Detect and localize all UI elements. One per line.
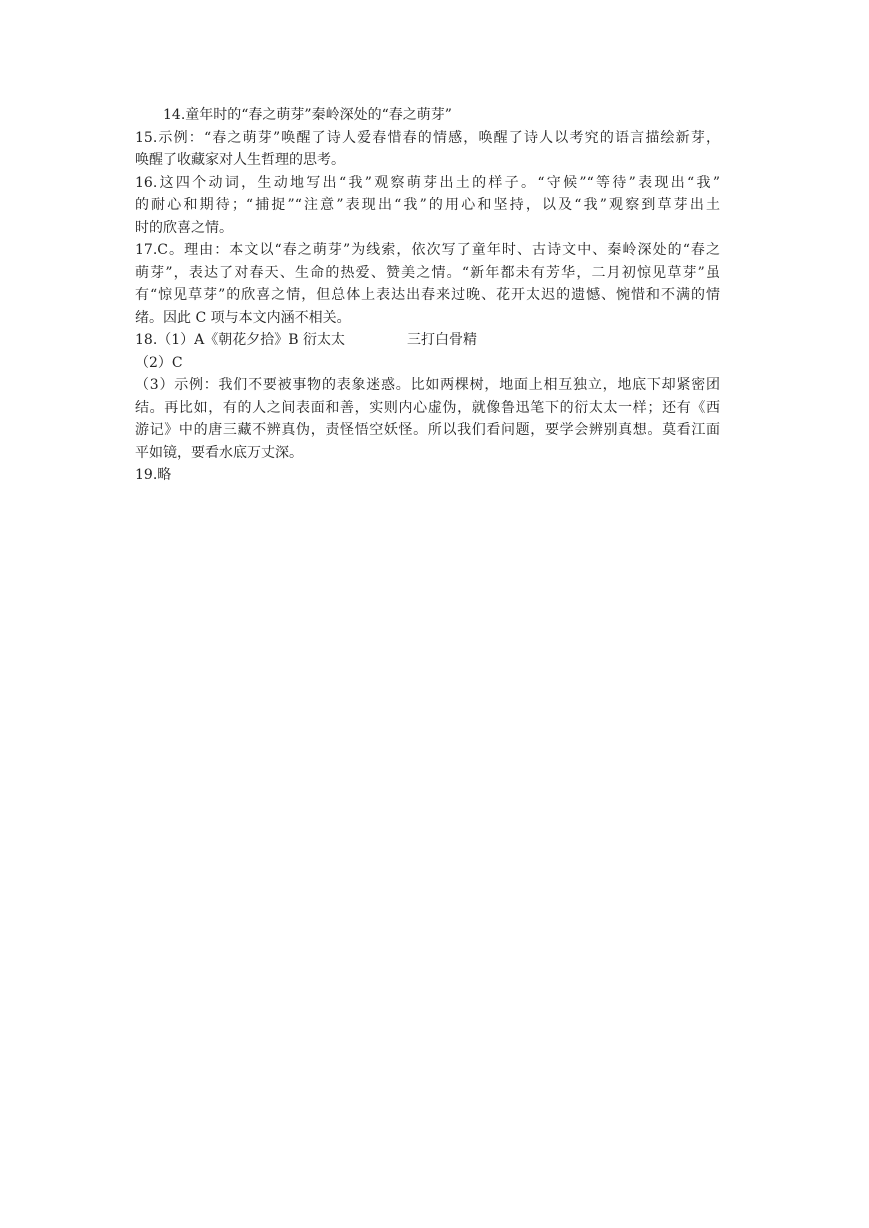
answer-18-part-3-line-3: 游记》中的唐三藏不辨真伪，责怪悟空妖怪。所以我们看问题，要学会辨别真想。莫看江面 (135, 422, 720, 438)
answer-15-line-1: 15.示例：“春之萌芽”唤醒了诗人爱春惜春的情感，唤醒了诗人以考究的语言描绘新芽， (135, 129, 720, 146)
answer-16-line-3: 时的欣喜之情。 (135, 219, 233, 236)
answer-18-part-3-line-2: 结。再比如，有的人之间表面和善，实则内心虚伪，就像鲁迅笔下的衍太太一样；还有《西 (135, 399, 720, 416)
answer-18-part-1-b: 三打白骨精 (407, 332, 478, 348)
answer-19: 19.略 (135, 467, 172, 483)
answer-17-line-2: 萌芽”，表达了对春天、生命的热爱、赞美之情。“新年都未有芳华，二月初惊见草芽”虽 (135, 264, 720, 281)
answer-17-line-3: 有“惊见草芽”的欣喜之情，但总体上表达出春来过晚、花开太迟的遗憾、惋惜和不满的情 (135, 287, 720, 303)
answer-18-part-1 (135, 329, 720, 352)
answer-16-line-1: 16.这四个动词，生动地写出“我”观察萌芽出土的样子。“守候”“等待”表现出“我” (135, 174, 720, 191)
answer-14: 14.童年时的“春之萌芽”秦岭深处的“春之萌芽” (163, 107, 452, 123)
answer-15-line-2: 唤醒了收藏家对人生哲理的思考。 (135, 152, 345, 168)
answer-text-block (135, 104, 720, 487)
answer-18-part-1-a: 18.（1）A《朝花夕拾》B 衍太太 (135, 332, 346, 348)
answer-17-line-4: 绪。因此 C 项与本文内涵不相关。 (135, 309, 351, 326)
answer-18-part-3-line-4: 平如镜，要看水底万丈深。 (135, 444, 303, 461)
answer-16-line-2: 的耐心和期待；“捕捉”“注意”表现出“我”的用心和坚持，以及“我”观察到草芽出土 (135, 197, 720, 213)
answer-17-line-1: 17.C。理由：本文以“春之萌芽”为线索，依次写了童年时、古诗文中、秦岭深处的“春之 (135, 242, 720, 258)
answer-18-part-3-line-1: （3）示例：我们不要被事物的表象迷惑。比如两棵树，地面上相互独立，地底下却紧密团 (135, 377, 720, 393)
answer-18-part-2: （2）C (135, 354, 183, 371)
